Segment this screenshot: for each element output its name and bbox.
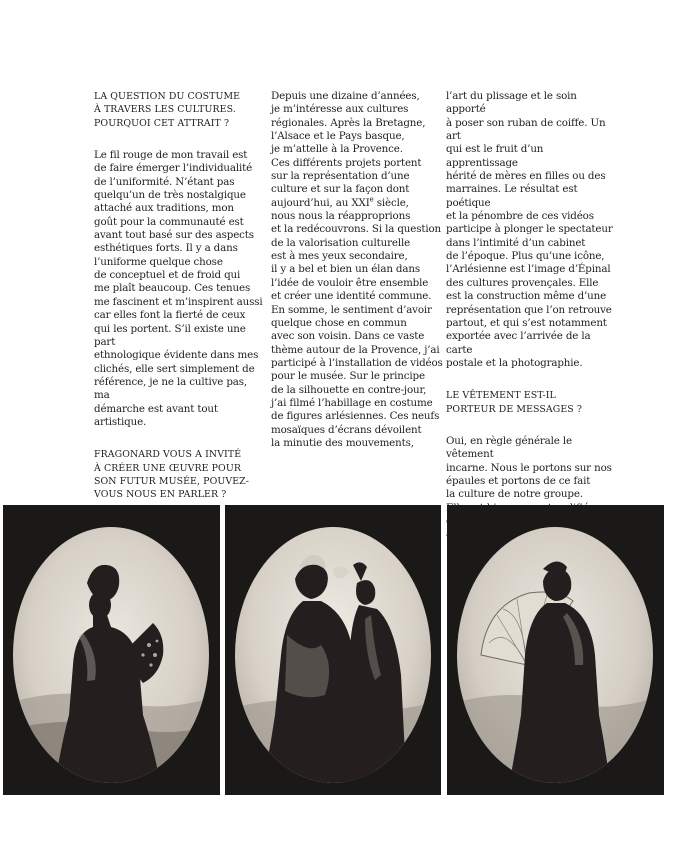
answer-fragonard-line: de figures arlésiennes. Ces neufs: [271, 410, 440, 423]
answer-vetement-line: Oui, en règle générale le vêtement: [446, 434, 572, 461]
answer-fragonard-line: pour le musée. Sur le principe: [271, 370, 425, 383]
photo-arlesienne-parasol: [447, 505, 664, 795]
answer-costume-line: goût pour la communauté est: [94, 215, 244, 228]
question-costume: LA QUESTION DU COSTUME À TRAVERS LES CULTURES. POURQUOI CET ATTRAIT ?: [94, 91, 241, 129]
answer-fragonard-cont-line: partout, et qui s’est notamment: [446, 316, 607, 329]
photo-arlesienne-fan: [3, 505, 220, 795]
answer-fragonard-cont-line: exportée avec l’arrivée de la carte: [446, 330, 591, 356]
answer-costume-line: quelqu’un de très nostalgique: [94, 189, 246, 202]
answer-fragonard-cont-line: représentation que l’on retrouve: [446, 303, 612, 316]
answer-costume-line: de faire émerger l’individualité: [94, 162, 253, 175]
text-column-3: [446, 90, 616, 542]
photo-arlesienne-fan-image: [3, 505, 220, 795]
answer-fragonard: [271, 90, 443, 450]
answer-costume-line: qui les portent. S’il existe une part: [94, 322, 246, 348]
answer-costume-line: avant tout basé sur des aspects: [94, 229, 254, 242]
answer-fragonard-line: je m’attelle à la Provence.: [271, 143, 403, 156]
answer-fragonard-line: de la silhouette en contre-jour,: [271, 383, 427, 396]
answer-vetement-line: la culture de notre groupe.: [446, 488, 583, 501]
answer-fragonard-line: participé à l’installation de vidéos: [271, 356, 443, 369]
answer-fragonard-line: je m’intéresse aux cultures: [271, 103, 409, 116]
answer-fragonard-line: Depuis une dizaine d’années,: [271, 90, 420, 102]
answer-fragonard-line: mosaïques d’écrans dévoilent: [271, 423, 422, 436]
answer-costume-line: clichés, elle sert simplement de: [94, 362, 255, 375]
answer-costume-line: me plaît beaucoup. Ces tenues: [94, 282, 251, 295]
answer-fragonard-cont-line: est la construction même d’une: [446, 290, 607, 303]
answer-fragonard-cont-line: postale et la photographie.: [446, 356, 583, 369]
answer-fragonard-cont-line: l’Arlésienne est l’image d’Épinal: [446, 263, 611, 276]
answer-costume: [94, 149, 264, 429]
photo-arlesienne-parasol-image: [447, 505, 664, 795]
answer-fragonard-line: sur la représentation d’une: [271, 170, 410, 183]
answer-fragonard-line: et créer une identité commune.: [271, 290, 432, 303]
answer-fragonard-cont-line: des cultures provençales. Elle: [446, 276, 599, 289]
answer-fragonard-cont-line: hérité de mères en filles ou des: [446, 170, 606, 183]
answer-vetement-line: épaules et portons de ce fait: [446, 474, 591, 487]
answer-fragonard-cont-line: participe à plonger le spectateur: [446, 223, 613, 236]
text-column-2: [271, 90, 443, 450]
answer-costume-line: l’uniforme quelque chose: [94, 255, 223, 268]
answer-fragonard-line: régionales. Après la Bretagne,: [271, 116, 426, 129]
answer-fragonard-cont-line: à poser son ruban de coiffe. Un art: [446, 116, 606, 143]
photo-arlesiennes-coiffe-image: [225, 505, 441, 795]
answer-fragonard-line: avec son voisin. Dans ce vaste: [271, 330, 425, 343]
text-column-1: [94, 90, 264, 502]
answer-fragonard-line: thème autour de la Provence, j’ai: [271, 343, 440, 356]
answer-fragonard-line: quelque chose en commun: [271, 316, 407, 329]
answer-fragonard-cont-line: marraines. Le résultat est poétique: [446, 183, 578, 209]
answer-fragonard-cont-line: et la pénombre de ces vidéos: [446, 210, 594, 223]
answer-fragonard-line: de la valorisation culturelle: [271, 236, 411, 249]
question-fragonard: FRAGONARD VOUS A INVITÉ À CRÉER UNE ŒUVRE POUR SON FUTUR MUSÉE, POUVEZ- VOUS NOUS EN PARLER ?: [94, 449, 250, 501]
answer-costume-line: me fascinent et m’inspirent aussi: [94, 295, 263, 308]
question-vetement: LE VÊTEMENT EST-IL PORTEUR DE MESSAGES ?: [446, 390, 583, 415]
answer-costume-line: Le fil rouge de mon travail est: [94, 149, 248, 162]
answer-costume-line: référence, je ne la cultive pas, ma: [94, 375, 248, 402]
answer-costume-line: de conceptuel et de froid qui: [94, 269, 241, 282]
answer-fragonard-line: est à mes yeux secondaire,: [271, 250, 408, 263]
answer-fragonard-line: j’ai filmé l’habillage en costume: [271, 396, 433, 409]
answer-fragonard-cont-line: qui est le fruit d’un apprentissage: [446, 143, 544, 169]
answer-costume-line: car elles font la fierté de ceux: [94, 309, 246, 322]
answer-fragonard-continued: [446, 90, 616, 370]
answer-fragonard-line: la minutie des mouvements,: [271, 436, 414, 449]
answer-fragonard-line: et la redécouvrons. Si la question: [271, 223, 441, 236]
answer-fragonard-line: culture et sur la façon dont: [271, 183, 410, 196]
photo-arlesiennes-coiffe: [225, 505, 441, 795]
answer-vetement-line: incarne. Nous le portons sur nos: [446, 461, 612, 474]
answer-fragonard-line: Ces différents projets portent: [271, 156, 422, 169]
answer-fragonard-line: l’idée de vouloir être ensemble: [271, 276, 429, 289]
answer-fragonard-line: En somme, le sentiment d’avoir: [271, 303, 432, 316]
answer-costume-line: de l’uniformité. N’étant pas: [94, 175, 235, 188]
answer-costume-line: ethnologique évidente dans mes: [94, 349, 259, 362]
century-line: aujourd’hui, au XXIe siècle,: [271, 195, 409, 209]
answer-fragonard-cont-line: l’art du plissage et le soin apporté: [446, 90, 577, 116]
answer-fragonard-cont-line: de l’époque. Plus qu’une icône,: [446, 250, 605, 263]
answer-costume-line: démarche est avant tout artistique.: [94, 402, 218, 428]
answer-fragonard-line: il y a bel et bien un élan dans: [271, 263, 420, 276]
answer-fragonard-line: nous nous la réapproprions: [271, 210, 411, 223]
answer-fragonard-cont-line: dans l’intimité d’un cabinet: [446, 236, 586, 249]
answer-costume-line: esthétiques forts. Il y a dans: [94, 242, 238, 255]
answer-fragonard-line: l’Alsace et le Pays basque,: [271, 130, 405, 143]
answer-costume-line: attaché aux traditions, mon: [94, 202, 234, 215]
